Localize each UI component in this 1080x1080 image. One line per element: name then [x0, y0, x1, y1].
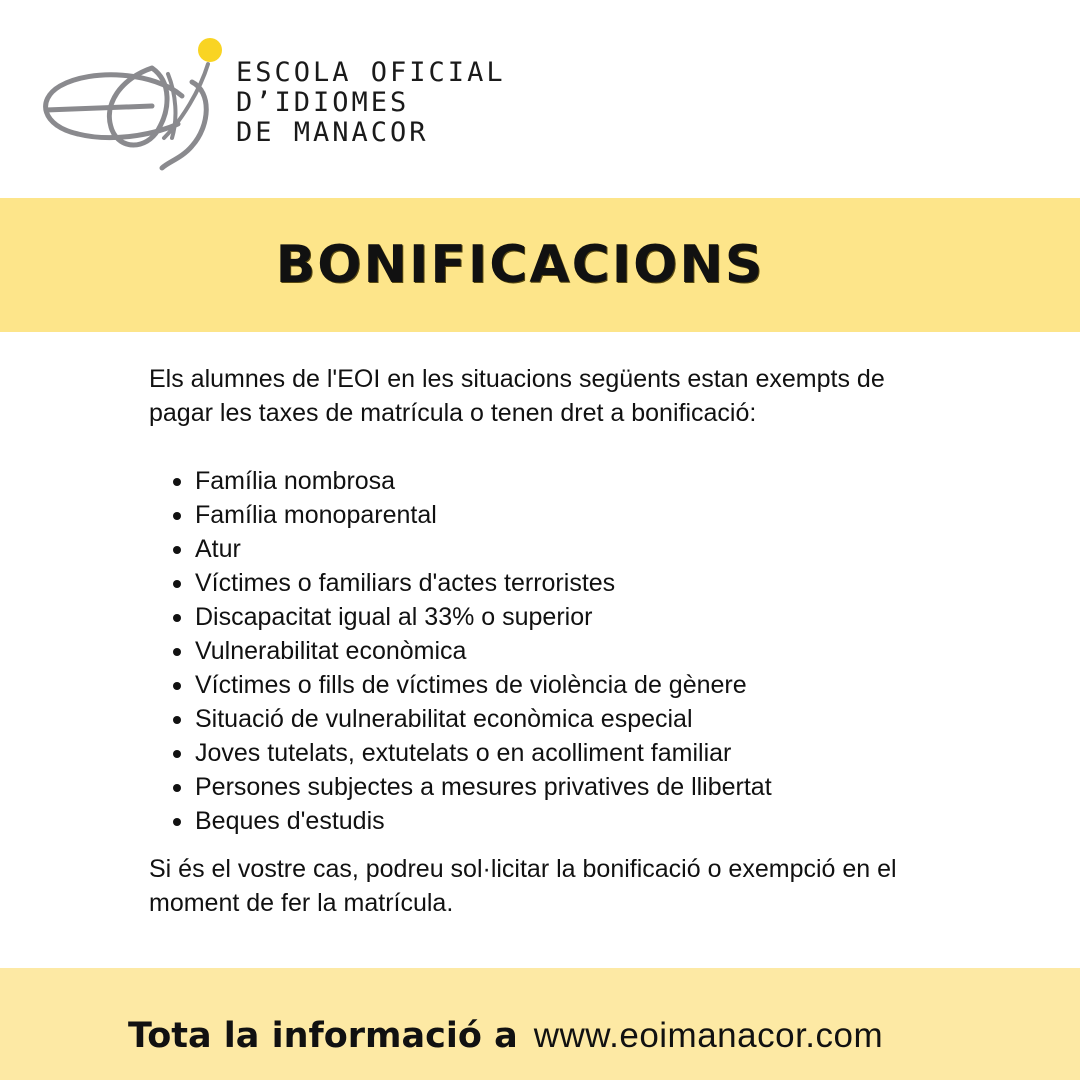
list-item: Família nombrosa — [171, 464, 919, 498]
footer-band — [0, 968, 1080, 1080]
list-item: Situació de vulnerabilitat econòmica especial — [171, 702, 919, 736]
list-item: Família monoparental — [171, 498, 919, 532]
school-name-line-1: ESCOLA OFICIAL — [236, 57, 506, 88]
main-content — [149, 362, 919, 920]
logo-yellow-dot — [198, 38, 222, 62]
website-link[interactable]: www.eoimanacor.com — [533, 1016, 884, 1055]
school-name-line-2: D’IDIOMES — [236, 87, 410, 118]
header — [0, 0, 1080, 198]
list-item: Beques d'estudis — [171, 804, 919, 838]
intro-paragraph: Els alumnes de l'EOI en les situacions següents estan exempts de pagar les taxes de matrícula o tenen dret a bonificació: — [149, 365, 885, 427]
list-item: Atur — [171, 532, 919, 566]
list-item: Vulnerabilitat econòmica — [171, 634, 919, 668]
list-item: Víctimes o familiars d'actes terroristes — [171, 566, 919, 600]
discount-list — [149, 464, 919, 838]
outro-paragraph: Si és el vostre cas, podreu sol·licitar la bonificació o exempció en el moment de fer la matrícula. — [149, 855, 897, 917]
school-name — [236, 58, 506, 148]
footer-text — [128, 1016, 883, 1056]
list-item: Discapacitat igual al 33% o superior — [171, 600, 919, 634]
title-band — [0, 198, 1080, 332]
school-name-line-3: DE MANACOR — [236, 117, 429, 148]
list-item: Persones subjectes a mesures privatives de llibertat — [171, 770, 919, 804]
list-item: Víctimes o fills de víctimes de violència de gènere — [171, 668, 919, 702]
list-item: Joves tutelats, extutelats o en acolliment familiar — [171, 736, 919, 770]
page-title: BONIFICACIONS — [275, 235, 765, 295]
footer-lead: Tota la informació a — [128, 1016, 518, 1056]
eoi-logo-icon — [32, 34, 232, 174]
